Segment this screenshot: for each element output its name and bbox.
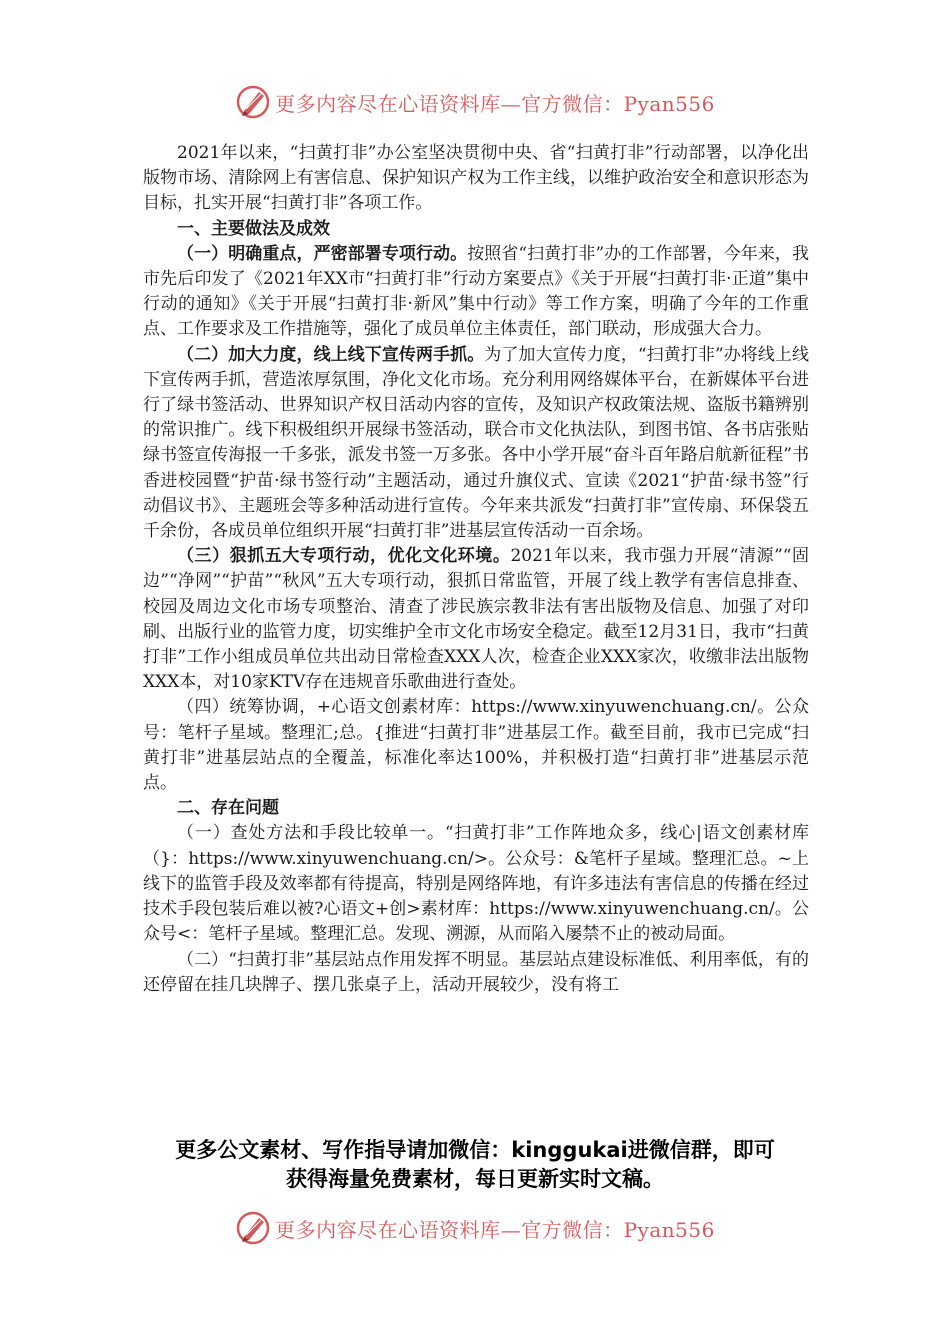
footer-banner [0, 1208, 950, 1248]
pen-logo-icon [235, 1210, 271, 1246]
brand-text: 更多内容尽在心语资料库 [275, 1217, 501, 1242]
section-heading-1: 一、主要做法及成效 [177, 218, 330, 239]
paragraph-4: （四）统筹协调，+心语文创素材库：https://www.xinyuwenchuang.cn/。公众号：笔杆子星域。整理汇;总。{推进“扫黄打非”进基层工作。截至目前，我市已完成“扫黄打非”进基层站点的全覆盖，标准化率达100%，并积极打造“扫黄打非”进基层示范点。 [143, 697, 809, 794]
banner-separator: — [500, 91, 522, 116]
pen-logo-icon [235, 84, 271, 120]
brand-text: 更多内容尽在心语资料库 [275, 91, 501, 116]
banner-text [275, 88, 715, 117]
paragraph-2-lead: （二）加大力度，线上线下宣传两手抓。 [177, 344, 485, 365]
paragraph-3-text: 2021年以来，我市强力开展“清源”“固边”“净网”“护苗”“秋风”五大专项行动，狠抓日常监管，开展了线上教学有害信息排查、校园及周边文化市场专项整治、清查了涉民族宗教非法有害出版物及信息、加强了对印刷、出版行业的监管力度，切实维护全市文化市场安全稳定。截至12月31日，我市“扫黄打非”工作小组成员单位共出动日常检查XXX人次，检查企业XXX家次，收缴非法出版物XXX本，对10家KTV存在违规音乐歌曲进行查处。 [143, 546, 810, 693]
paragraph-1-lead: （一）明确重点，严密部署专项行动。 [177, 243, 468, 264]
wechat-text: 官方微信：Pyan556 [521, 91, 715, 116]
footer-note [60, 1136, 890, 1194]
header-banner [0, 82, 950, 122]
paragraph-5: （一）查处方法和手段比较单一。“扫黄打非”工作阵地众多，线心|语文创素材库（}：https://www.xinyuwenchuang.cn/>。公众号：&笔杆子星域。整理汇总。~上线下的监管手段及效率都有待提高，特别是网络阵地，有许多违法有害信息的传播在经过技术手段包装后难以被?心语文+创>素材库：https://www.xinyuwenchuang.cn/。公众号<：笔杆子星域。整理汇总。发现、溯源，从而陷入屡禁不止的被动局面。 [143, 823, 809, 945]
paragraph-3 [143, 544, 809, 695]
wechat-text: 官方微信：Pyan556 [521, 1217, 715, 1242]
paragraph-1 [143, 242, 809, 343]
banner-text [275, 1214, 715, 1243]
intro-paragraph: 2021年以来，“扫黄打非”办公室坚决贯彻中央、省“扫黄打非”行动部署，以净化出版物市场、清除网上有害信息、保护知识产权为工作主线，以维护政治安全和意识形态为目标，扎实开展“扫黄打非”各项工作。 [143, 143, 809, 214]
paragraph-2 [143, 343, 809, 545]
paragraph-1-text: 按照省“扫黄打非”办的工作部署，今年来，我市先后印发了《2021年XX市“扫黄打非”行动方案要点》《关于开展“扫黄打非·正道”集中行动的通知》《关于开展“扫黄打非·新风”集中行动》等工作方案，明确了今年的工作重点、工作要求及工作措施等，强化了成员单位主体责任，部门联动，形成强大合力。 [143, 243, 809, 340]
document-body [143, 141, 809, 998]
paragraph-3-lead: （三）狠抓五大专项行动，优化文化环境。 [177, 546, 511, 567]
footer-note-line-2: 获得海量免费素材，每日更新实时文稿。 [286, 1167, 664, 1191]
section-heading-2: 二、存在问题 [177, 798, 279, 819]
banner-separator: — [500, 1217, 522, 1242]
paragraph-6: （二）“扫黄打非”基层站点作用发挥不明显。基层站点建设标准低、利用率低，有的还停留在挂几块牌子、摆几张桌子上，活动开展较少，没有将工 [143, 949, 809, 995]
footer-note-line-1: 更多公文素材、写作指导请加微信：kinggukai进微信群，即可 [175, 1138, 775, 1162]
paragraph-2-text: 为了加大宣传力度，“扫黄打非”办将线上线下宣传两手抓，营造浓厚氛围，净化文化市场。充分利用网络媒体平台，在新媒体平台进行了绿书签活动、世界知识产权日活动内容的宣传，及知识产权政策法规、盗版书籍辨别的常识推广。线下积极组织开展绿书签活动，联合市文化执法队，到图书馆、各书店张贴绿书签宣传海报一千多张，派发书签一万多张。各中小学开展“奋斗百年路启航新征程”书香进校园暨“护苗·绿书签行动”主题活动，通过升旗仪式、宣读《2021“护苗·绿书签”行动倡议书》、主题班会等多种活动进行宣传。今年来共派发“扫黄打非”宣传扇、环保袋五千余份，各成员单位组织开展“扫黄打非”进基层宣传活动一百余场。 [143, 344, 810, 542]
